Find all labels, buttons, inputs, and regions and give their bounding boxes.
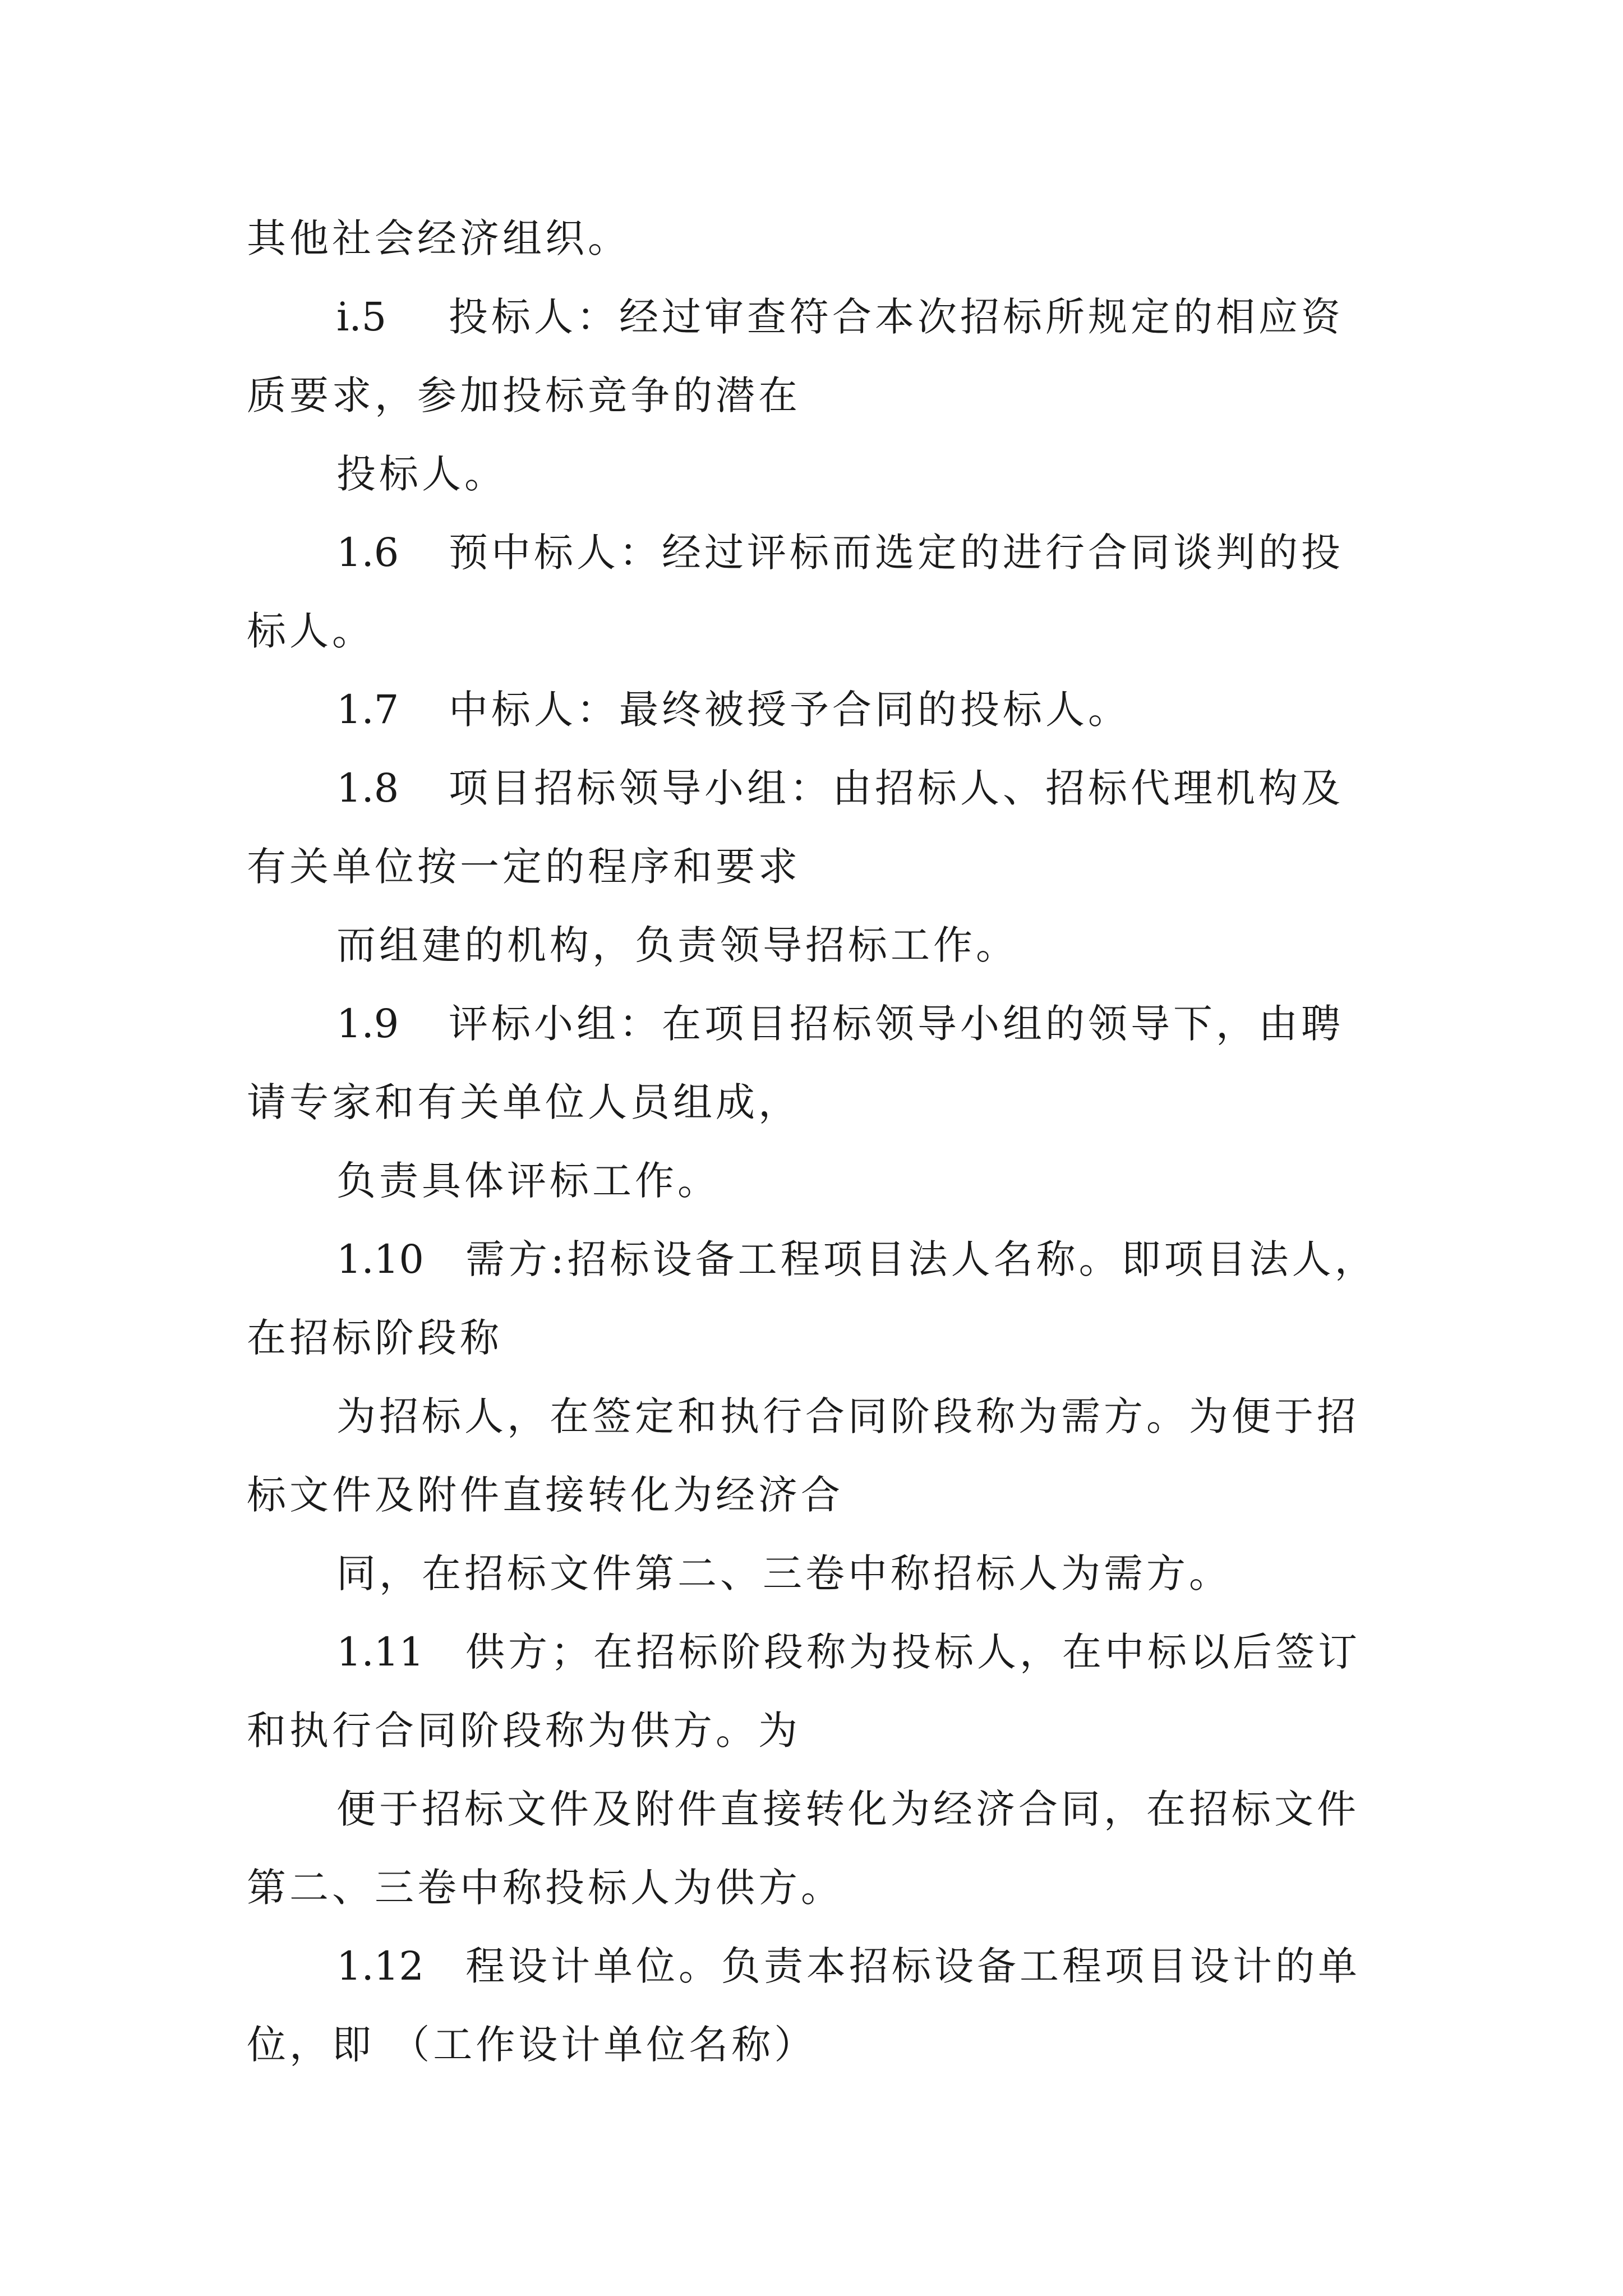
clause-1-7 xyxy=(336,682,1131,738)
text-line: 第二、三卷中称投标人为供方。 xyxy=(247,1865,843,1911)
clause-text: 程设计单位。负责本招标设备工程项目设计的单 xyxy=(465,1943,1361,1989)
clause-number: 1.9 xyxy=(336,1001,399,1047)
text-line: 在招标阶段称 xyxy=(247,1315,502,1361)
text-line: 标人。 xyxy=(247,608,375,654)
clause-text: 项目招标领导小组：由招标人、招标代理机构及 xyxy=(449,765,1344,811)
clause-text: 供方；在招标阶段称为投标人，在中标以后签订 xyxy=(465,1629,1361,1675)
text-line: 和执行合同阶段称为供方。为 xyxy=(247,1708,801,1754)
clause-number: 1.6 xyxy=(336,530,399,576)
text-line: 其他社会经济组织。 xyxy=(247,215,630,261)
clause-number: 1.11 xyxy=(336,1629,424,1675)
clause-1-12 xyxy=(336,1938,1361,1994)
text-line: 负责具体评标工作。 xyxy=(336,1158,720,1204)
clause-text: 中标人：最终被授予合同的投标人。 xyxy=(449,687,1131,733)
text-line: 投标人。 xyxy=(336,451,507,497)
clause-1-5 xyxy=(336,289,1344,345)
text-line: 请专家和有关单位人员组成， xyxy=(247,1079,801,1125)
text-line: 有关单位按一定的程序和要求 xyxy=(247,844,801,890)
text-line: 质要求，参加投标竞争的潜在 xyxy=(247,372,801,418)
text-line: 便于招标文件及附件直接转化为经济合同，在招标文件 xyxy=(336,1786,1359,1832)
clause-1-10 xyxy=(336,1231,1377,1287)
text-line: 而组建的机构，负责领导招标工作。 xyxy=(336,922,1018,968)
clause-number: 1.8 xyxy=(336,765,399,811)
text-line: 标文件及附件直接转化为经济合 xyxy=(247,1472,843,1518)
clause-number: i.5 xyxy=(336,294,387,340)
clause-text: 预中标人：经过评标而选定的进行合同谈判的投 xyxy=(449,530,1344,576)
clause-1-11 xyxy=(336,1624,1361,1680)
clause-text: 需方:招标设备工程项目法人名称。即项目法人， xyxy=(465,1236,1377,1282)
text-line: 位，即 （工作设计单位名称） xyxy=(247,2022,817,2068)
clause-text: 投标人：经过审查符合本次招标所规定的相应资 xyxy=(449,294,1344,340)
text-line: 为招标人，在签定和执行合同阶段称为需方。为便于招 xyxy=(336,1393,1359,1439)
clause-number: 1.10 xyxy=(336,1236,424,1282)
clause-number: 1.7 xyxy=(336,687,399,733)
clause-number: 1.12 xyxy=(336,1943,424,1989)
clause-1-8 xyxy=(336,760,1344,816)
clause-1-6 xyxy=(336,524,1344,581)
text-line: 同，在招标文件第二、三卷中称招标人为需方。 xyxy=(336,1550,1232,1596)
clause-text: 评标小组：在项目招标领导小组的领导下，由聘 xyxy=(449,1001,1344,1047)
clause-1-9 xyxy=(336,996,1344,1052)
